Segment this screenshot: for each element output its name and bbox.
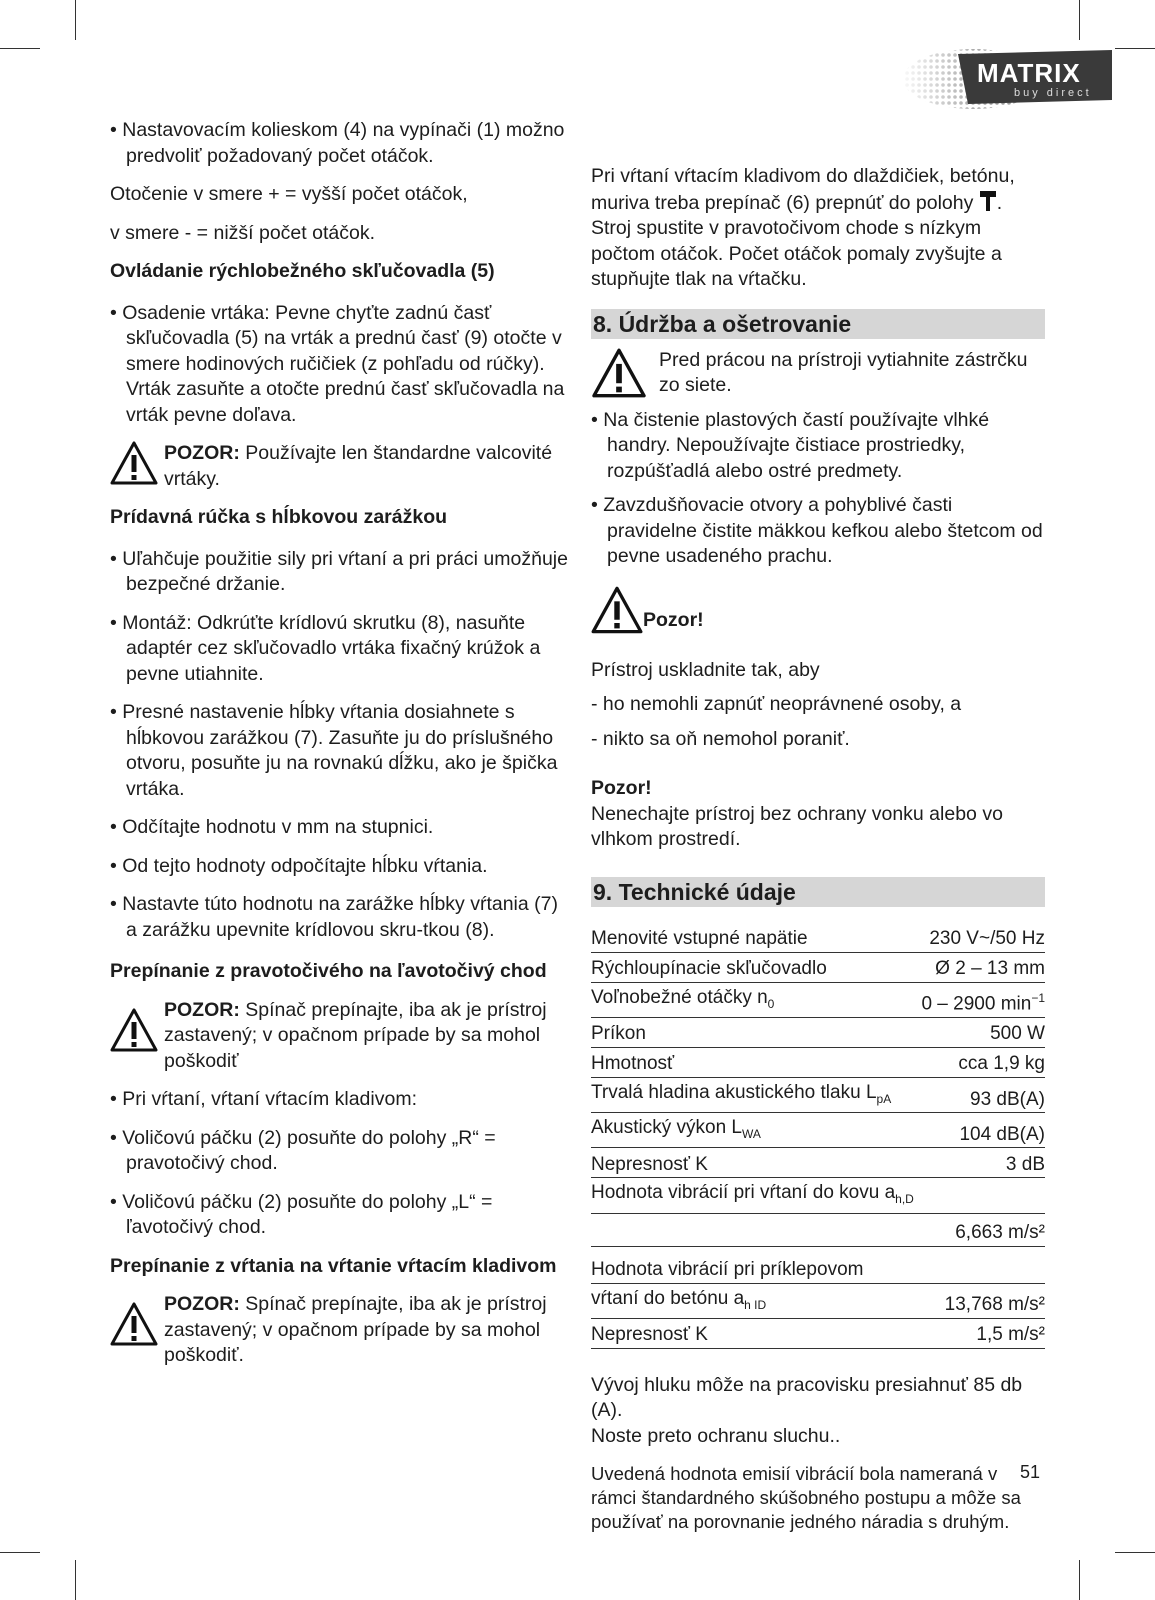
warning-note bbox=[591, 348, 1045, 399]
spec-value: 104 dB(A) bbox=[913, 1113, 1045, 1148]
paragraph: Uvedená hodnota emisií vibrácií bola nameraná v rámci štandardného skúšobného postupu a môže sa používať na porovnanie jedného náradia s druhým. bbox=[591, 1463, 1021, 1533]
section-title-8: 8. Údržba a ošetrovanie bbox=[591, 309, 1045, 339]
list-item: • Montáž: Odkrúťte krídlovú skrutku (8), nasuňte adaptér cez skľučovadlo vrtáka fixačný krúžok a pevne utiahnite. bbox=[110, 611, 541, 685]
tech-specs-table bbox=[591, 923, 1045, 1179]
table-row bbox=[591, 1178, 1045, 1213]
spec-label: Príkon bbox=[591, 1017, 913, 1047]
paragraph: Nenechajte prístroj bez ochrany vonku alebo vo vlhkom prostredí. bbox=[591, 802, 1003, 850]
list-item: • Osadenie vrtáka: Pevne chyťte zadnú časť skľučovadla (5) na vrták a prednú časť (9) otočte v smere hodinových ručičiek (z pohľadu od rúčky). Vrták zasuňte a otočte prednú časť skľučovadla na vrták pevne doľava. bbox=[110, 301, 565, 426]
brand-name: MATRIX bbox=[977, 58, 1081, 88]
spec-label: Hodnota vibrácií pri vŕtaní do kovu a bbox=[591, 1182, 896, 1204]
warning-text: Spínač prepínajte, iba ak je prístroj zastavený; v opačnom prípade by sa mohol poškodiť bbox=[164, 998, 547, 1072]
crop-mark bbox=[75, 1560, 76, 1600]
table-row bbox=[591, 1283, 1045, 1318]
section-heading: Prídavná rúčka s hĺbkovou zarážkou bbox=[110, 506, 448, 528]
list-item: • Zavzdušňovacie otvory a pohyblivé časti pravidelne čistite mäkkou kefkou alebo štetcom od pevne usadeného prachu. bbox=[591, 494, 1043, 567]
paragraph: v smere - = nižší počet otáčok. bbox=[110, 221, 375, 244]
warning-icon bbox=[591, 348, 647, 398]
paragraph: Prístroj uskladnite tak, aby bbox=[591, 658, 820, 681]
list-item: • Na čistenie plastových častí používajte vlhké handry. Nepoužívajte čistiace prostriedky, rozpúšťadlá alebo ostré predmety. bbox=[591, 408, 990, 482]
paragraph-text: . Stroj spustite v pravotočivom chode s nízkym počtom otáčok. Počet otáčok pomaly zvyšujte a stupňujte tlak na vŕtačku. bbox=[591, 191, 1003, 290]
left-column bbox=[110, 118, 568, 1369]
table-row bbox=[591, 1017, 1045, 1047]
spec-value: 1,5 m/s² bbox=[880, 1318, 1045, 1348]
crop-mark bbox=[0, 48, 40, 49]
warning-icon bbox=[110, 1008, 158, 1052]
table-row bbox=[591, 1213, 1045, 1246]
warning-text: Pred prácou na prístroji vytiahnite zástrčku zo siete. bbox=[659, 348, 1028, 396]
paragraph: Vývoj hluku môže na pracovisku presiahnuť 85 db (A). bbox=[591, 1373, 1023, 1422]
list-item: • Uľahčuje použitie sily pri vŕtaní a pri práci umožňuje bezpečné držanie. bbox=[110, 547, 568, 595]
warning-label: POZOR: bbox=[164, 442, 240, 464]
section-title-9: 9. Technické údaje bbox=[591, 877, 1045, 907]
section-heading: Prepínanie z vŕtania na vŕtanie vŕtacím kladivom bbox=[110, 1254, 557, 1277]
warning-note bbox=[110, 998, 568, 1075]
paragraph bbox=[591, 164, 1045, 293]
warning-note bbox=[110, 441, 568, 492]
spec-value: 500 W bbox=[913, 1017, 1045, 1047]
crop-mark bbox=[75, 0, 76, 40]
list-item: • Pri vŕtaní, vŕtaní vŕtacím kladivom: bbox=[110, 1088, 417, 1110]
spec-label: Rýchloupínacie skľučovadlo bbox=[591, 952, 913, 982]
warning-note bbox=[591, 586, 1045, 634]
list-item: - ho nemohli zapnúť neoprávnené osoby, a bbox=[591, 693, 962, 715]
spec-value: 6,663 m/s² bbox=[880, 1213, 1045, 1246]
spec-label: Menovité vstupné napätie bbox=[591, 923, 913, 953]
warning-label: POZOR: bbox=[164, 1293, 240, 1315]
spec-value: 93 dB(A) bbox=[913, 1077, 1045, 1112]
warning-label: POZOR: bbox=[164, 998, 240, 1021]
list-item: • Presné nastavenie hĺbky vŕtania dosiahnete s hĺbkovou zarážkou (7). Zasuňte ju do príslušného otvoru, posuňte ju na rovnakú dĺžku, ako je špička vrtáka. bbox=[110, 701, 558, 800]
table-row bbox=[591, 1077, 1045, 1112]
spec-label: vŕtaní do betónu a bbox=[591, 1287, 745, 1309]
spec-label: Akustický výkon $L_{WA}$ bbox=[591, 1113, 913, 1148]
list-item: • Od tejto hodnoty odpočítajte hĺbku vŕtania. bbox=[110, 854, 488, 877]
section-heading: Pozor! bbox=[591, 777, 652, 799]
crop-mark bbox=[0, 1552, 40, 1553]
crop-mark bbox=[1115, 48, 1155, 49]
spec-value: cca 1,9 kg bbox=[913, 1047, 1045, 1077]
table-row bbox=[591, 1047, 1045, 1077]
table-row bbox=[591, 1113, 1045, 1148]
list-item: • Voličovú páčku (2) posuňte do polohy „R“ = pravotočivý chod. bbox=[110, 1126, 496, 1174]
spec-label: Nepresnosť K bbox=[591, 1148, 913, 1178]
warning-icon bbox=[591, 586, 643, 634]
list-item: • Nastavovacím kolieskom (4) na vypínači (1) možno predvoliť požadovaný počet otáčok. bbox=[110, 119, 565, 167]
warning-icon bbox=[110, 1302, 158, 1346]
paragraph-text: Pri vŕtaní vŕtacím kladivom do dlaždičiek, betónu, muriva treba prepínač (6) prepnúť do polohy bbox=[591, 165, 1015, 214]
spec-value: 3 dB bbox=[913, 1148, 1045, 1178]
crop-mark bbox=[1079, 1560, 1080, 1600]
list-item: • Voličovú páčku (2) posuňte do polohy „L“ = ľavotočivý chod. bbox=[110, 1190, 493, 1238]
spec-label: Hmotnosť bbox=[591, 1047, 913, 1077]
spec-label: Nepresnosť K bbox=[591, 1318, 880, 1348]
table-row bbox=[591, 923, 1045, 953]
brand-tagline: buy direct bbox=[1014, 87, 1092, 99]
table-row bbox=[591, 1318, 1045, 1348]
brand-logo bbox=[898, 46, 1116, 112]
paragraph: Otočenie v smere + = vyšší počet otáčok, bbox=[110, 183, 468, 205]
vibration-table bbox=[591, 1178, 1045, 1349]
spec-value: 0 – 2900 $\min^{-1}$ bbox=[913, 982, 1045, 1017]
table-row bbox=[591, 952, 1045, 982]
spec-value: 230 V~/50 Hz bbox=[913, 923, 1045, 953]
spec-value: 13,768 m/s² bbox=[880, 1283, 1045, 1318]
spec-label: Voľnobežné otáčky $n_0$ bbox=[591, 982, 913, 1017]
crop-mark bbox=[1115, 1552, 1155, 1553]
warning-text: Spínač prepínajte, iba ak je prístroj zastavený; v opačnom prípade by sa mohol poškodiť. bbox=[164, 1293, 547, 1366]
right-column bbox=[591, 164, 1045, 1534]
spec-label: Trvalá hladina akustického tlaku $L_{pA}$ bbox=[591, 1077, 913, 1112]
warning-text: Používajte len štandardne valcovité vrtáky. bbox=[164, 442, 553, 490]
page-number: 51 bbox=[1020, 1462, 1041, 1482]
table-row bbox=[591, 1246, 1045, 1283]
table-row bbox=[591, 982, 1045, 1017]
crop-mark bbox=[1079, 0, 1080, 40]
hammer-icon bbox=[979, 190, 997, 212]
section-heading: Ovládanie rýchlobežného skľučovadla (5) bbox=[110, 260, 495, 282]
spec-label-sub: h,D bbox=[895, 1192, 914, 1207]
warning-label: Pozor! bbox=[643, 609, 704, 631]
table-row bbox=[591, 1148, 1045, 1178]
list-item: - nikto sa oň nemohol poraniť. bbox=[591, 727, 850, 750]
spec-label-sub: h ID bbox=[744, 1297, 767, 1312]
paragraph: Noste preto ochranu sluchu.. bbox=[591, 1424, 841, 1447]
warning-icon bbox=[110, 441, 158, 485]
spec-value: Ø 2 – 13 mm bbox=[913, 952, 1045, 982]
list-item: • Odčítajte hodnotu v mm na stupnici. bbox=[110, 816, 434, 838]
section-heading: Prepínanie z pravotočivého na ľavotočivý chod bbox=[110, 960, 547, 982]
list-item: • Nastavte túto hodnotu na zarážke hĺbky vŕtania (7) a zarážku upevnite krídlovou skru-tkou (8). bbox=[110, 893, 558, 941]
spec-label: Hodnota vibrácií pri príklepovom bbox=[591, 1246, 1045, 1283]
warning-note bbox=[110, 1292, 568, 1369]
